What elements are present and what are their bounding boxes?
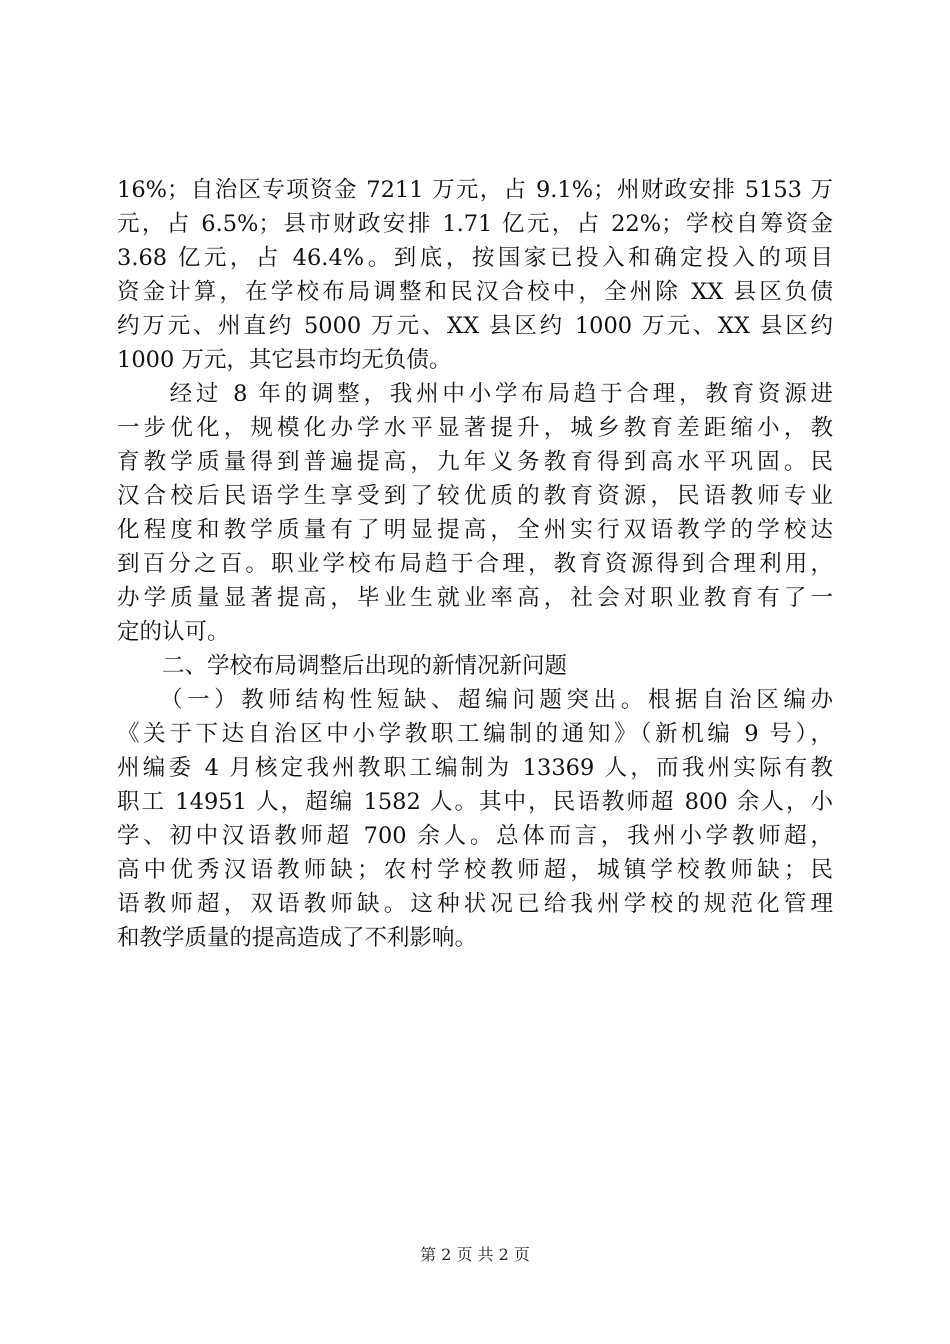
text-line: 一步优化，规模化办学水平显著提升，城乡教育差距缩小，教 — [117, 415, 833, 441]
text-line: 办学质量显著提高，毕业生就业率高，社会对职业教育有了一 — [117, 585, 833, 611]
text-line: 化程度和教学质量有了明显提高，全州实行双语教学的学校达 — [117, 517, 833, 543]
document-body — [117, 173, 833, 955]
text-line: 元，占 6.5%；县市财政安排 1.71 亿元，占 22%；学校自筹资金 — [117, 211, 833, 237]
text-line: 语教师超，双语教师缺。这种状况已给我州学校的规范化管理 — [117, 891, 833, 917]
text-line: 二、学校布局调整后出现的新情况新问题 — [117, 653, 568, 679]
text-line: 定的认可。 — [117, 619, 230, 645]
text-line: 16%；自治区专项资金 7211 万元，占 9.1%；州财政安排 5153 万 — [117, 177, 833, 203]
text-line: 3.68 亿元，占 46.4%。到底，按国家已投入和确定投入的项目 — [117, 245, 833, 271]
text-line: 1000 万元，其它县市均无负债。 — [117, 347, 452, 373]
text-line: 约万元、州直约 5000 万元、XX 县区约 1000 万元、XX 县区约 — [117, 313, 833, 339]
text-line: 高中优秀汉语教师缺；农村学校教师超，城镇学校教师缺；民 — [117, 857, 833, 883]
text-line: 和教学质量的提高造成了不利影响。 — [117, 925, 478, 951]
page-footer: 第 2 页 共 2 页 — [420, 1245, 530, 1264]
text-line: 经过 8 年的调整，我州中小学布局趋于合理，教育资源进 — [117, 381, 833, 407]
text-line: 到百分之百。职业学校布局趋于合理，教育资源得到合理利用， — [117, 551, 833, 577]
text-line: 州编委 4 月核定我州教职工编制为 13369 人，而我州实际有教 — [117, 755, 833, 781]
text-line: 育教学质量得到普遍提高，九年义务教育得到高水平巩固。民 — [117, 449, 833, 475]
text-line: 职工 14951 人，超编 1582 人。其中，民语教师超 800 余人，小 — [117, 789, 833, 815]
text-line: 资金计算，在学校布局调整和民汉合校中，全州除 XX 县区负债 — [117, 279, 833, 305]
text-line: 学、初中汉语教师超 700 余人。总体而言，我州小学教师超， — [117, 823, 833, 849]
text-line: 汉合校后民语学生享受到了较优质的教育资源，民语教师专业 — [117, 483, 833, 509]
text-line: 《关于下达自治区中小学教职工编制的通知》（新机编 9 号）， — [117, 721, 833, 747]
text-line: （一）教师结构性短缺、超编问题突出。根据自治区编办 — [117, 687, 833, 713]
